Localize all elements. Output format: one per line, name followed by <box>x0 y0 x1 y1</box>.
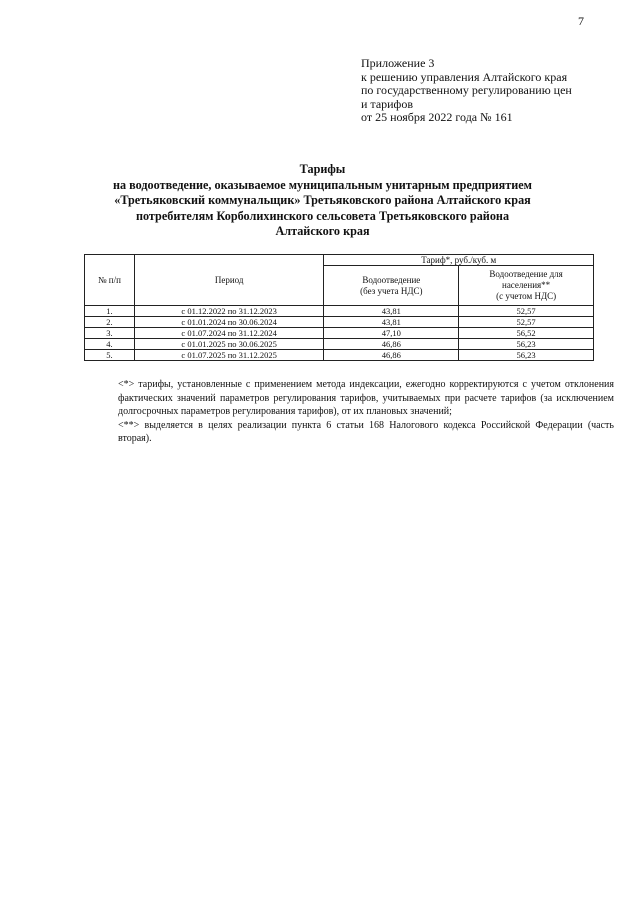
row-period: с 01.07.2024 по 31.12.2024 <box>134 328 324 339</box>
row-tariff-population: 52,57 <box>459 317 594 328</box>
row-tariff-population: 56,23 <box>459 339 594 350</box>
row-tariff-no-vat: 46,86 <box>324 339 459 350</box>
header-period: Период <box>134 255 324 306</box>
header-tariff-group: Тариф*, руб./куб. м <box>324 255 594 266</box>
footnotes <box>118 378 614 446</box>
page-number: 7 <box>578 14 584 28</box>
title-line: «Третьяковский коммунальщик» Третьяковского района Алтайского края <box>114 193 531 207</box>
appendix-line: и тарифов <box>361 96 414 111</box>
appendix-line: от 25 ноября 2022 года № 161 <box>361 110 513 124</box>
table-row <box>85 317 594 328</box>
header-tariff-population-line1: Водоотведение для <box>489 269 563 279</box>
row-period: с 01.07.2025 по 31.12.2025 <box>134 350 324 361</box>
header-number: № п/п <box>85 255 135 306</box>
row-tariff-no-vat: 46,86 <box>324 350 459 361</box>
header-tariff-no-vat-line1: Водоотведение <box>362 274 421 285</box>
table-row <box>85 306 594 317</box>
appendix-line: Приложение 3 <box>361 56 435 70</box>
header-tariff-population <box>459 266 594 306</box>
row-period: с 01.01.2025 по 30.06.2025 <box>134 339 324 350</box>
row-number: 3. <box>85 328 135 339</box>
appendix-reference <box>361 57 611 125</box>
row-period: с 01.01.2024 по 30.06.2024 <box>134 317 324 328</box>
row-tariff-population: 56,23 <box>459 350 594 361</box>
table-row <box>85 328 594 339</box>
table-row <box>85 350 594 361</box>
row-number: 4. <box>85 339 135 350</box>
tariff-table <box>84 254 594 361</box>
title-line: Алтайского края <box>275 224 370 238</box>
row-number: 5. <box>85 350 135 361</box>
row-tariff-no-vat: 43,81 <box>324 317 459 328</box>
document-title <box>60 162 585 240</box>
title-line: на водоотведение, оказываемое муниципальным унитарным предприятием <box>112 177 532 192</box>
row-period: с 01.12.2022 по 31.12.2023 <box>134 306 324 317</box>
table-row <box>85 339 594 350</box>
title-line: потребителям Корболихинского сельсовета Третьяковского района <box>135 208 510 223</box>
appendix-line: к решению управления Алтайского края <box>361 69 568 84</box>
row-tariff-population: 52,57 <box>459 306 594 317</box>
header-tariff-no-vat <box>324 266 459 306</box>
row-tariff-no-vat: 47,10 <box>324 328 459 339</box>
header-tariff-no-vat-line2: (без учета НДС) <box>360 285 423 296</box>
footnote-vat: <**> выделяется в целях реализации пункта 6 статьи 168 Налогового кодекса Российской Федерации (часть вторая). <box>118 419 614 444</box>
header-tariff-population-line2: населения** <box>502 280 551 290</box>
row-number: 1. <box>85 306 135 317</box>
header-tariff-population-line3: (с учетом НДС) <box>496 291 557 301</box>
row-number: 2. <box>85 317 135 328</box>
row-tariff-population: 56,52 <box>459 328 594 339</box>
appendix-line: по государственному регулированию цен <box>361 83 572 97</box>
footnote-indexation: <*> тарифы, установленные с применением метода индексации, ежегодно корректируются с учетом отклонения фактических значений параметров регулирования тарифов, учитываемых при расчете тарифов (за исключением долгосрочных параметров регулирования тарифов), от их плановых значений; <box>118 379 614 417</box>
row-tariff-no-vat: 43,81 <box>324 306 459 317</box>
title-line: Тарифы <box>299 162 346 176</box>
